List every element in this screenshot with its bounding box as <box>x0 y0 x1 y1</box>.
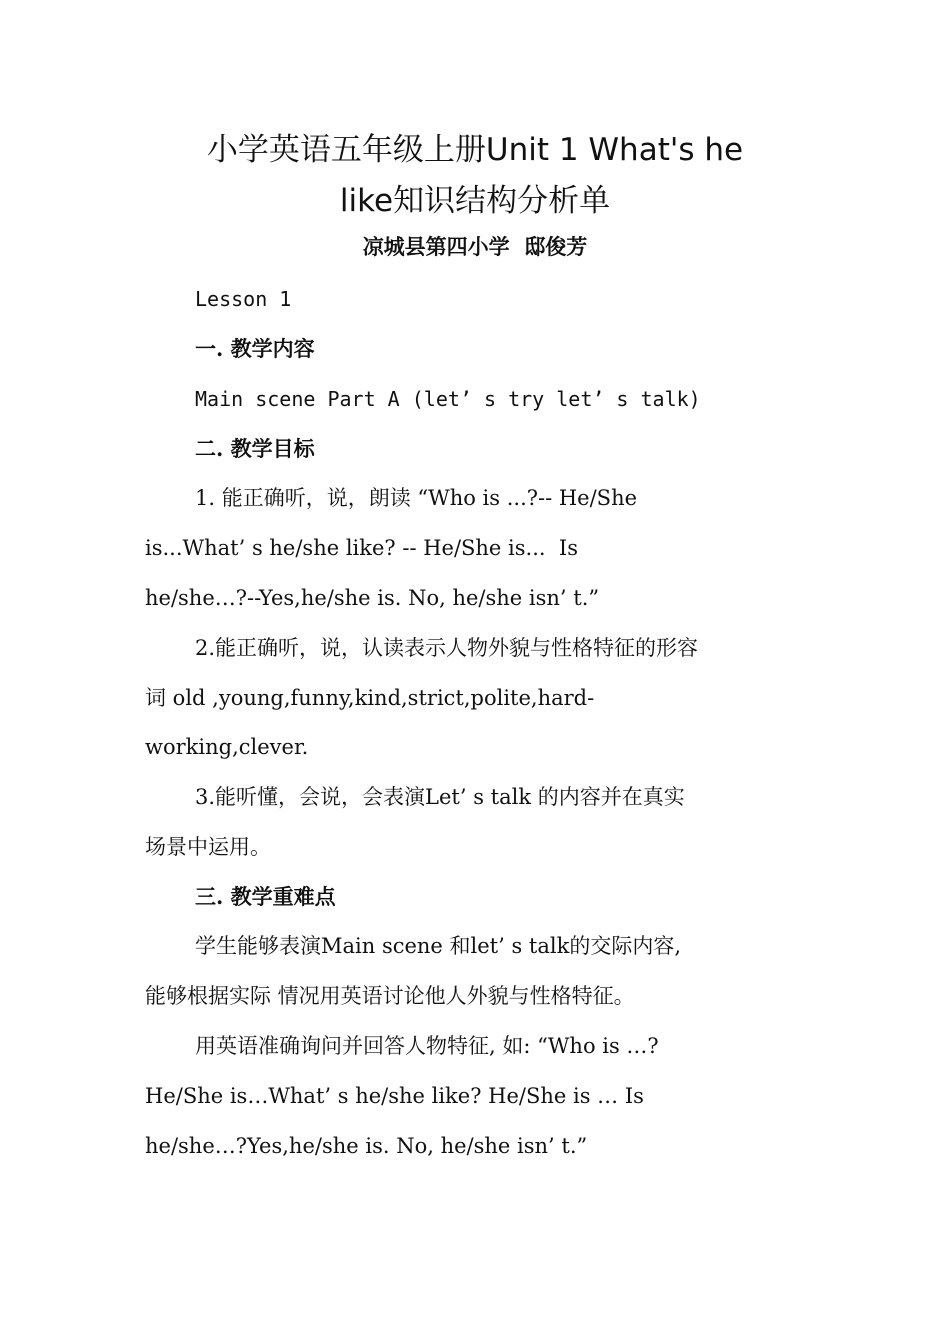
key-point-1-line-1: 学生能够表演Main scene 和let’ s talk的交际内容, <box>195 934 681 958</box>
lesson-label: Lesson 1 <box>195 287 292 311</box>
goal-3-line-1: 3.能听懂，会说，会表演Let’ s talk 的内容并在真实 <box>195 785 685 809</box>
goal-2-line-1: 2.能正确听，说，认读表示人物外貌与性格特征的形容 <box>195 636 699 660</box>
section-heading-goals: 二. 教学目标 <box>195 436 315 461</box>
goal-1-line-2: is...What’ s he/she like? -- He/She is... Is <box>145 536 578 560</box>
key-point-2-line-3: he/she…?Yes,he/she is. No, he/she isn’ t.” <box>145 1134 588 1158</box>
goal-2-line-3: working,clever. <box>145 735 309 759</box>
author-line: 凉城县第四小学 邸俊芳 <box>362 234 588 259</box>
key-point-2-line-1: 用英语准确询问并回答人物特征, 如: “Who is …? <box>195 1034 659 1058</box>
document-title-line-2: like知识结构分析单 <box>339 183 611 219</box>
section-heading-content: 一. 教学内容 <box>195 336 315 361</box>
section-text-content: Main scene Part A (let’ s try let’ s talk) <box>195 387 701 411</box>
section-heading-key-points: 三. 教学重难点 <box>195 884 336 909</box>
document-title-line-1: 小学英语五年级上册Unit 1 What's he <box>206 132 744 168</box>
key-point-1-line-2: 能够根据实际 情况用英语讨论他人外貌与性格特征。 <box>145 984 635 1008</box>
goal-2-line-2: 词 old ,young,funny,kind,strict,polite,hard- <box>145 686 595 710</box>
goal-1-line-3: he/she…?--Yes,he/she is. No, he/she isn’ t.” <box>145 586 600 610</box>
goal-1-line-1: 1. 能正确听，说，朗读 “Who is ...?-- He/She <box>195 486 638 510</box>
goal-3-line-2: 场景中运用。 <box>145 835 271 859</box>
key-point-2-line-2: He/She is…What’ s he/she like? He/She is … Is <box>145 1084 644 1108</box>
